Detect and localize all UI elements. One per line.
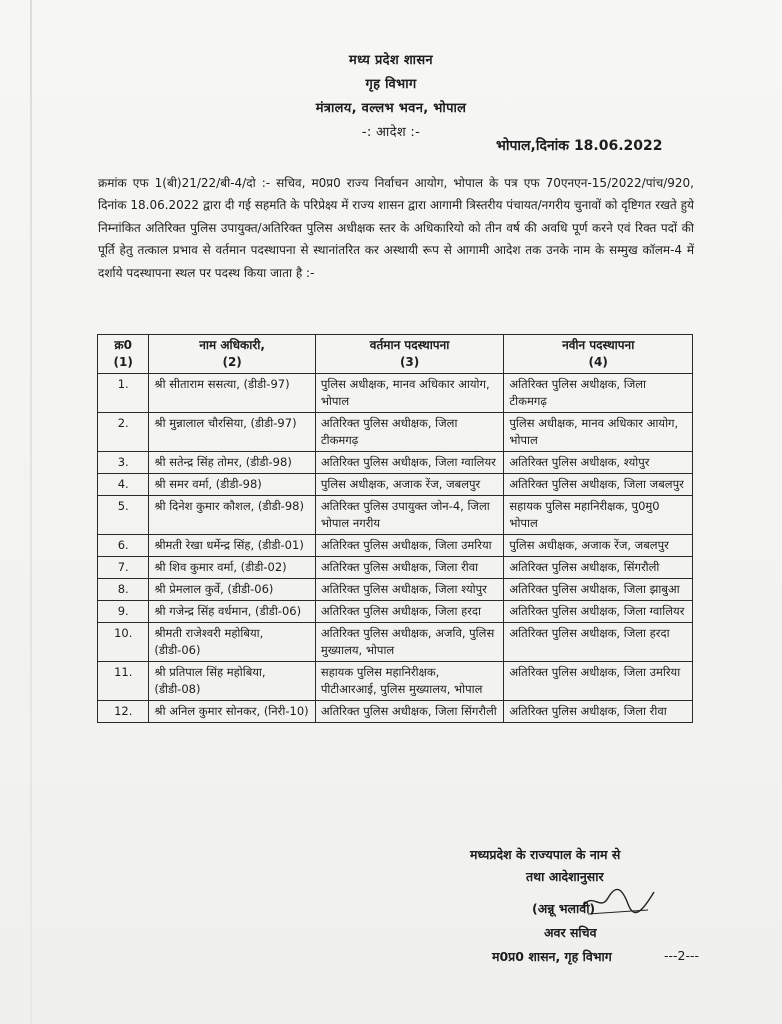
- table-row: [98, 701, 693, 723]
- name-cell: श्री प्रेमलाल कुर्वे, (डीडी-06): [149, 579, 315, 601]
- page-marker: ---2---: [664, 948, 700, 963]
- col-header-name: नाम अधिकारी, (2): [149, 335, 315, 374]
- table-row: [98, 662, 693, 701]
- new-posting-cell: अतिरिक्त पुलिस अधीक्षक, श्योपुर: [504, 452, 693, 474]
- paper-crease: [30, 0, 32, 1024]
- new-posting-cell: पुलिस अधीक्षक, अजाक रेंज, जबलपुर: [504, 535, 693, 557]
- name-cell: श्री शिव कुमार वर्मा, (डीडी-02): [149, 557, 315, 579]
- col-header-current-posting: वर्तमान पदस्थापना (3): [315, 335, 504, 374]
- table-row: [98, 496, 693, 535]
- table-row: [98, 623, 693, 662]
- new-posting-cell: अतिरिक्त पुलिस अधीक्षक, जिला हरदा: [504, 623, 693, 662]
- current-posting-cell: अतिरिक्त पुलिस अधीक्षक, अजवि, पुलिस मुख्यालय, भोपाल: [315, 623, 504, 662]
- current-posting-cell: अतिरिक्त पुलिस अधीक्षक, जिला हरदा: [315, 601, 504, 623]
- new-posting-cell: अतिरिक्त पुलिस अधीक्षक, जिला जबलपुर: [504, 474, 693, 496]
- order-title: -: आदेश :-: [361, 125, 421, 140]
- signatory-department: म0प्र0 शासन, गृह विभाग: [492, 949, 612, 964]
- current-posting-cell: अतिरिक्त पुलिस अधीक्षक, जिला ग्वालियर: [315, 452, 504, 474]
- name-cell: श्री मुन्नालाल चौरसिया, (डीडी-97): [149, 413, 315, 452]
- department-name: गृह विभाग: [365, 77, 417, 92]
- current-posting-cell: पुलिस अधीक्षक, मानव अधिकार आयोग, भोपाल: [315, 374, 504, 413]
- table-row: [98, 413, 693, 452]
- serial-cell: 1.: [98, 374, 149, 413]
- table-row: [98, 535, 693, 557]
- new-posting-cell: अतिरिक्त पुलिस अधीक्षक, जिला रीवा: [504, 701, 693, 723]
- name-cell: श्री सतेन्द्र सिंह तोमर, (डीडी-98): [149, 452, 315, 474]
- current-posting-cell: अतिरिक्त पुलिस अधीक्षक, जिला उमरिया: [315, 535, 504, 557]
- order-date: भोपाल,दिनांक 18.06.2022: [496, 138, 663, 154]
- office-address: मंत्रालय, वल्लभ भवन, भोपाल: [315, 101, 467, 116]
- serial-cell: 9.: [98, 601, 149, 623]
- serial-cell: 10.: [98, 623, 149, 662]
- current-posting-cell: सहायक पुलिस महानिरीक्षक, पीटीआरआई, पुलिस मुख्यालय, भोपाल: [315, 662, 504, 701]
- current-posting-cell: अतिरिक्त पुलिस अधीक्षक, जिला टीकमगढ़: [315, 413, 504, 452]
- governor-authority-line: मध्यप्रदेश के राज्यपाल के नाम से: [470, 847, 621, 862]
- current-posting-cell: अतिरिक्त पुलिस अधीक्षक, जिला सिंगरौली: [315, 701, 504, 723]
- new-posting-cell: अतिरिक्त पुलिस अधीक्षक, जिला झाबुआ: [504, 579, 693, 601]
- serial-cell: 12.: [98, 701, 149, 723]
- table-header-row: [98, 335, 693, 374]
- name-cell: श्रीमती रेखा धर्मेन्द्र सिंह, (डीडी-01): [149, 535, 315, 557]
- table-row: [98, 474, 693, 496]
- serial-cell: 3.: [98, 452, 149, 474]
- name-cell: श्री अनिल कुमार सोनकर, (निरी-10): [149, 701, 315, 723]
- serial-cell: 11.: [98, 662, 149, 701]
- transfer-table: [97, 334, 693, 723]
- table-row: [98, 557, 693, 579]
- name-cell: श्रीमती राजेश्वरी महोबिया, (डीडी-06): [149, 623, 315, 662]
- serial-cell: 8.: [98, 579, 149, 601]
- name-cell: श्री प्रतिपाल सिंह महोबिया, (डीडी-08): [149, 662, 315, 701]
- signatory-designation: अवर सचिव: [544, 925, 597, 940]
- col-header-new-posting: नवीन पदस्थापना (4): [504, 335, 693, 374]
- table-row: [98, 601, 693, 623]
- serial-cell: 6.: [98, 535, 149, 557]
- signatory-name: (अन्नू भलावी): [532, 901, 596, 916]
- col-header-serial: क्र0 (1): [98, 335, 149, 374]
- current-posting-cell: अतिरिक्त पुलिस अधीक्षक, जिला श्योपुर: [315, 579, 504, 601]
- order-authority-line: तथा आदेशानुसार: [526, 869, 604, 884]
- new-posting-cell: सहायक पुलिस महानिरीक्षक, पु0मु0 भोपाल: [504, 496, 693, 535]
- govt-name: मध्य प्रदेश शासन: [349, 53, 433, 68]
- name-cell: श्री सीताराम ससत्या, (डीडी-97): [149, 374, 315, 413]
- current-posting-cell: पुलिस अधीक्षक, अजाक रेंज, जबलपुर: [315, 474, 504, 496]
- current-posting-cell: अतिरिक्त पुलिस उपायुक्त जोन-4, जिला भोपाल नगरीय: [315, 496, 504, 535]
- table-row: [98, 579, 693, 601]
- name-cell: श्री गजेन्द्र सिंह वर्धमान, (डीडी-06): [149, 601, 315, 623]
- new-posting-cell: अतिरिक्त पुलिस अधीक्षक, जिला ग्वालियर: [504, 601, 693, 623]
- new-posting-cell: अतिरिक्त पुलिस अधीक्षक, सिंगरौली: [504, 557, 693, 579]
- new-posting-cell: पुलिस अधीक्षक, मानव अधिकार आयोग, भोपाल: [504, 413, 693, 452]
- name-cell: श्री समर वर्मा, (डीडी-98): [149, 474, 315, 496]
- table-body: [98, 374, 693, 723]
- serial-cell: 7.: [98, 557, 149, 579]
- current-posting-cell: अतिरिक्त पुलिस अधीक्षक, जिला रीवा: [315, 557, 504, 579]
- new-posting-cell: अतिरिक्त पुलिस अधीक्षक, जिला टीकमगढ़: [504, 374, 693, 413]
- new-posting-cell: अतिरिक्त पुलिस अधीक्षक, जिला उमरिया: [504, 662, 693, 701]
- serial-cell: 4.: [98, 474, 149, 496]
- serial-cell: 5.: [98, 496, 149, 535]
- table-row: [98, 374, 693, 413]
- table-row: [98, 452, 693, 474]
- order-body-text: क्रमांक एफ 1(बी)21/22/बी-4/दो :- सचिव, म0प्र0 राज्य निर्वाचन आयोग, भोपाल के पत्र एफ 70एनएन-15/2022/पांच/920, दिनांक 18.06.2022 द्वारा दी गई सहमति के परिप्रेक्ष्य में राज्य शासन द्वारा आगामी त्रिस्तरीय पंचायत/नगरीय चुनावों को दृष्टिगत रखते हुये निम्नांकित अतिरिक्त पुलिस उपायुक्त/अतिरिक्त पुलिस अधीक्षक स्तर के अधिकारियो को तीन वर्ष की अवधि पूर्ण करने एवं रिक्त पदों की पूर्ति हेतु तत्काल प्रभाव से वर्तमान पदस्थापना से स्थानांतरित कर अस्थायी रूप से आगामी आदेश तक उनके नाम के सम्मुख कॉलम-4 में दर्शाये पदस्थापना स्थल पर पदस्थ किया जाता है :-: [98, 176, 694, 280]
- name-cell: श्री दिनेश कुमार कौशल, (डीडी-98): [149, 496, 315, 535]
- serial-cell: 2.: [98, 413, 149, 452]
